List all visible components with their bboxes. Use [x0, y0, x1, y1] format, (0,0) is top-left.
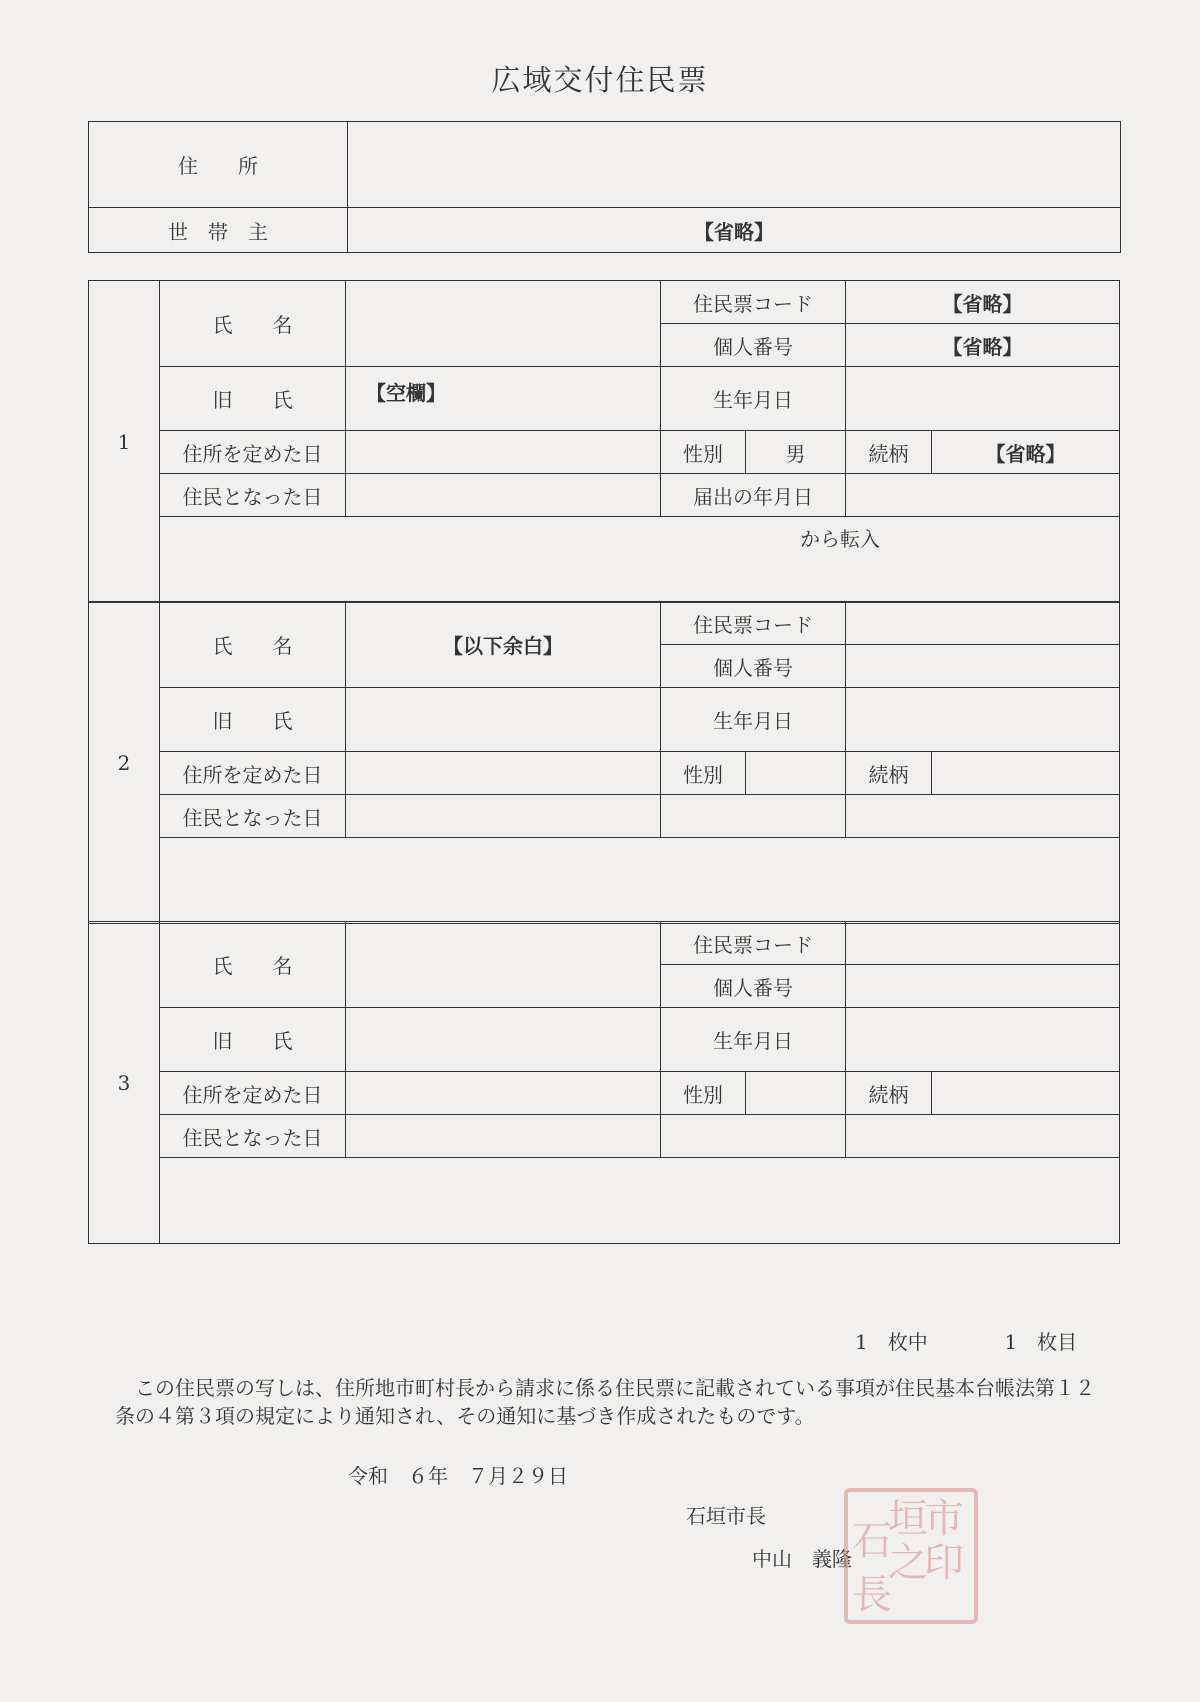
sex-value: 男: [746, 431, 846, 474]
svg-text:石: 石: [852, 1518, 892, 1564]
notification-date-label: [661, 795, 846, 838]
issue-date: 令和 ６年 ７月２９日: [348, 1464, 568, 1488]
resident-date-value: [346, 1115, 661, 1158]
former-surname-label: 旧 氏: [160, 1008, 346, 1072]
name-label: 氏 名: [160, 281, 346, 367]
address-date-label: 住所を定めた日: [160, 431, 346, 474]
svg-text:長: 長: [852, 1572, 892, 1618]
page-count: [855, 1326, 1077, 1355]
address-value: [348, 122, 1121, 208]
sex-label: 性別: [661, 752, 746, 795]
address-date-value: [346, 431, 661, 474]
resident-date-label: 住民となった日: [160, 474, 346, 517]
address-label: 住 所: [89, 122, 348, 208]
remarks-cell: [160, 838, 1120, 924]
relationship-value: 【省略】: [932, 431, 1120, 474]
certification-text: この住民票の写しは、住所地市町村長から請求に係る住民票に記載されている事項が住民基本台帳法第１２条の４第３項の規定により通知され、その通知に基づき作成されたものです。: [115, 1376, 1095, 1428]
household-table: [88, 121, 1121, 253]
resident-code-value: 【省略】: [846, 281, 1120, 324]
name-label: 氏 名: [160, 922, 346, 1008]
sex-value: [746, 1072, 846, 1115]
relationship-label: 続柄: [846, 431, 932, 474]
address-date-label: 住所を定めた日: [160, 1072, 346, 1115]
notification-date-value: [846, 795, 1120, 838]
address-date-value: [346, 1072, 661, 1115]
relationship-label: 続柄: [846, 752, 932, 795]
resident-code-value: [846, 922, 1120, 965]
resident-code-label: 住民票コード: [661, 281, 846, 324]
person-table-2: [88, 601, 1120, 924]
name-value: [346, 281, 661, 367]
person-index: 1: [89, 281, 160, 603]
birth-date-label: 生年月日: [661, 1008, 846, 1072]
notification-date-value: [846, 474, 1120, 517]
individual-number-label: 個人番号: [661, 645, 846, 688]
certification-statement: [115, 1374, 1100, 1430]
resident-date-label: 住民となった日: [160, 1115, 346, 1158]
former-surname-label: 旧 氏: [160, 367, 346, 431]
birth-date-label: 生年月日: [661, 367, 846, 431]
resident-date-value: [346, 795, 661, 838]
individual-number-value: [846, 965, 1120, 1008]
resident-code-value: [846, 602, 1120, 645]
notification-date-label: 届出の年月日: [661, 474, 846, 517]
notification-date-value: [846, 1115, 1120, 1158]
name-value: [346, 922, 661, 1008]
address-date-label: 住所を定めた日: [160, 752, 346, 795]
sex-label: 性別: [661, 431, 746, 474]
resident-code-label: 住民票コード: [661, 602, 846, 645]
birth-date-value: [846, 688, 1120, 752]
former-surname-value: [346, 688, 661, 752]
page-current: 1 枚目: [1004, 1330, 1078, 1354]
individual-number-value: [846, 645, 1120, 688]
sex-value: [746, 752, 846, 795]
sex-label: 性別: [661, 1072, 746, 1115]
person-table-3: [88, 921, 1120, 1244]
transfer-note: から転入: [800, 527, 880, 551]
notification-date-label: [661, 1115, 846, 1158]
svg-text:市: 市: [924, 1496, 964, 1542]
former-surname-value: 【空欄】: [346, 367, 661, 431]
remarks-cell: [160, 1158, 1120, 1244]
individual-number-label: 個人番号: [661, 965, 846, 1008]
household-head-value: 【省略】: [348, 208, 1121, 253]
person-index: 2: [89, 602, 160, 924]
page-total: 1 枚中: [855, 1330, 928, 1354]
individual-number-label: 個人番号: [661, 324, 846, 367]
birth-date-value: [846, 1008, 1120, 1072]
svg-text:之: 之: [888, 1540, 928, 1586]
svg-text:印: 印: [924, 1540, 964, 1586]
relationship-value: [932, 752, 1120, 795]
issuer-name: 中山 義隆: [752, 1547, 852, 1571]
issuer-title: 石垣市長: [686, 1504, 766, 1528]
person-table-1: [88, 280, 1120, 603]
household-head-label: 世 帯 主: [89, 208, 348, 253]
address-date-value: [346, 752, 661, 795]
name-label: 氏 名: [160, 602, 346, 688]
resident-date-label: 住民となった日: [160, 795, 346, 838]
relationship-value: [932, 1072, 1120, 1115]
remarks-cell: [160, 517, 1120, 603]
resident-date-value: [346, 474, 661, 517]
person-index: 3: [89, 922, 160, 1244]
relationship-label: 続柄: [846, 1072, 932, 1115]
document-title: 広域交付住民票: [491, 63, 709, 97]
name-value: 【以下余白】: [346, 602, 661, 688]
official-seal: [842, 1486, 980, 1626]
former-surname-value: [346, 1008, 661, 1072]
birth-date-value: [846, 367, 1120, 431]
birth-date-label: 生年月日: [661, 688, 846, 752]
resident-code-label: 住民票コード: [661, 922, 846, 965]
svg-text:垣: 垣: [888, 1496, 928, 1542]
former-surname-label: 旧 氏: [160, 688, 346, 752]
individual-number-value: 【省略】: [846, 324, 1120, 367]
